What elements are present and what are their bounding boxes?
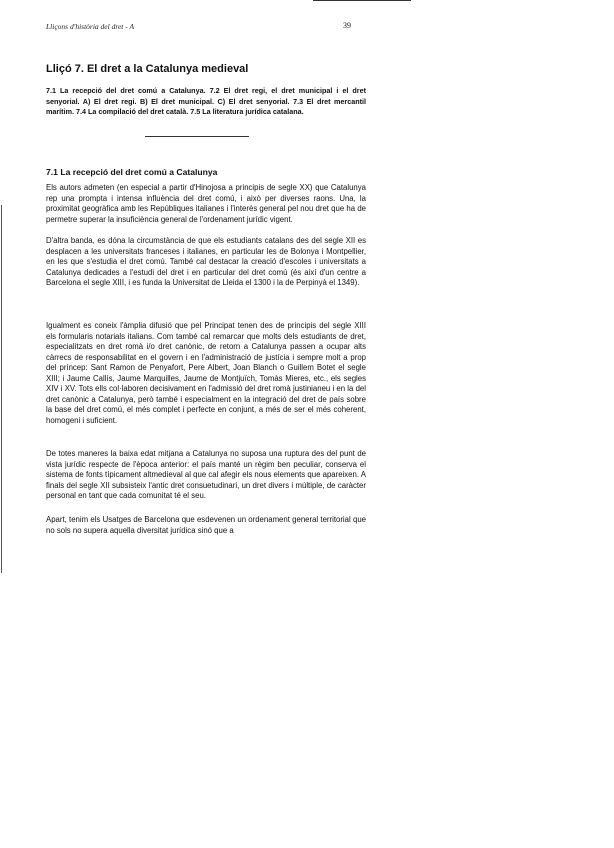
lesson-title: Lliçó 7. El dret a la Catalunya medieval (46, 63, 249, 75)
scan-edge-line (1, 205, 2, 573)
paragraph: De totes maneres la baixa edat mitjana a Catalunya no suposa una ruptura des del punt de vista jurídic respecte de l'època anterior: el país manté un règim ben peculiar, conserva el sistema de fonts típicament altmedieval al que cal afegir els nous elements que apareixen. A finals del segle XII subsisteix l'antic dret consuetudinari, un dret divers i múltiple, de caràcter personal en tant que cada comunitat té el seu. (46, 449, 366, 500)
running-header: Lliçons d'història del dret - A (46, 22, 135, 31)
paragraph: D'altra banda, es dóna la circumstància de que els estudiants catalans des del segle XII es desplacen a les universitats franceses i italianes, en particular les de Bolonya i Montpellier, en les que s'estudia el dret comú. També cal destacar la creació d'escoles i universitats a Catalunya dedicades a l'estudi del dret i en particular del dret comú (és així d'un centre a Barcelona el segle XIII, i es funda la Universitat de Lleida el 1300 i la de Perpinyà el 1349). (46, 236, 366, 287)
section-divider (145, 136, 249, 137)
lesson-summary: 7.1 La recepció del dret comú a Catalunya. 7.2 El dret regi, el dret municipal i el dret senyorial. A) El dret regi. B) El dret municipal. C) El dret senyorial. 7.3 El dret mercantil marítim. 7.4 La compilació del dret català. 7.5 La literatura jurídica catalana. (46, 86, 366, 116)
paragraph: Apart, tenim els Usatges de Barcelona que esdevenen un ordenament general territorial que no sols no supera aquella diversitat jurídica sinó que a (46, 515, 366, 535)
section-heading: 7.1 La recepció del dret comú a Catalunya (46, 167, 218, 177)
paragraph: Els autors admeten (en especial a partir d'Hinojosa a principis de segle XX) que Catalunya rep una prompta i intensa influència del dret comú, i això per diverses raons. Una, la proximitat geogràfica amb les Repúbliques italianes i l'interès general pel nou dret que ha de permetre superar la insuficiència general de l'ordenament jurídic vigent. (46, 183, 366, 224)
top-rule (313, 0, 411, 1)
paragraph: Igualment es coneix l'àmplia difusió que pel Principat tenen des de principis del segle XIII els formularis notarials italians. Com també cal remarcar que molts dels estudiants de dret, especialitzats en dret romà i/o dret canònic, de retorn a Catalunya passen a ocupar alts càrrecs de responsabilitat en el govern i en l'administració de justícia i sempre molt a prop del príncep: Sant Ramon de Penyafort, Pere Albert, Joan Blanch o Guillem Botet el segle XIII; i Jaume Callís, Jaume Marquilles, Jaume de Montjuïch, Tomàs Mieres, etc., els segles XIV i XV. Tots ells col·laboren decisivament en l'admissió del dret romà justinianeu i en la del dret canònic a Catalunya, però també i especialment en la integració del dret de país sobre la base del dret comú, el més complet i perfecte en conjunt, a més de ser el més coherent, homogeni i suficient. (46, 321, 366, 425)
page-number: 39 (343, 21, 351, 30)
